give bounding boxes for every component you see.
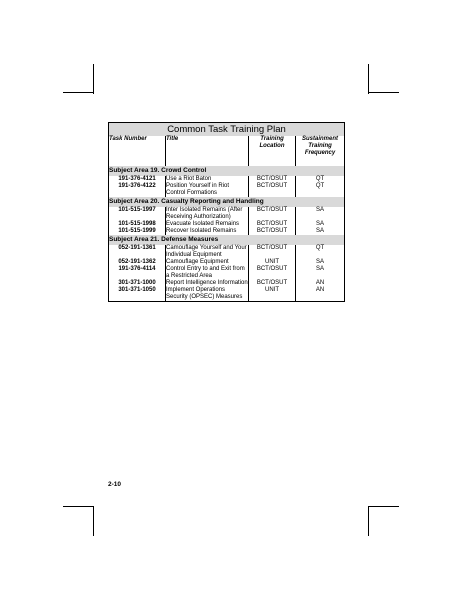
task-title-cell: Recover Isolated Remains <box>166 228 249 235</box>
page-number: 2-10 <box>108 481 122 488</box>
task-number-cell: 301-371-1000 <box>118 280 156 286</box>
task-number-cell: 052-191-1361 <box>118 245 156 251</box>
training-location-cell: BCT/OSUT <box>249 228 296 235</box>
sustainment-frequency-cell: QT <box>296 245 345 259</box>
task-number-cell: 191-376-4121 <box>118 176 156 182</box>
task-title-cell: Use a Riot Baton <box>166 176 249 183</box>
training-location-cell: UNIT <box>249 259 296 266</box>
task-title-cell: Evacuate Isolated Remains <box>166 221 249 228</box>
sustainment-frequency-cell: SA <box>296 266 345 280</box>
sustainment-frequency-cell: SA <box>296 259 345 266</box>
column-header-row <box>109 136 345 166</box>
task-number-cell: 191-376-4114 <box>118 266 156 272</box>
training-location-cell: UNIT <box>249 287 296 302</box>
task-number-cell: 101-515-1997 <box>118 207 156 213</box>
sustainment-frequency-cell: QT <box>296 176 345 183</box>
task-title-cell: Camouflage Yourself and Your Individual Equipment <box>166 245 247 258</box>
task-title-cell: Position Yourself in Riot Control Formations <box>166 183 249 197</box>
table-row <box>109 176 345 183</box>
training-location-cell: BCT/OSUT <box>249 245 296 259</box>
training-location-cell: BCT/OSUT <box>249 266 296 280</box>
sustainment-frequency-cell: SA <box>296 228 345 235</box>
table-row <box>109 228 345 235</box>
subject-area-row <box>109 197 345 207</box>
table-row <box>109 245 345 259</box>
crop-mark-bottom-right-horizontal <box>369 506 399 507</box>
training-plan-table <box>108 122 345 302</box>
task-title-cell: Report Intelligence Information <box>166 280 248 286</box>
subject-area-row <box>109 235 345 245</box>
training-location-cell: BCT/OSUT <box>249 207 296 221</box>
crop-mark-bottom-right-vertical <box>368 506 369 536</box>
table-row <box>109 221 345 228</box>
crop-mark-bottom-left-vertical <box>93 506 94 536</box>
table-row <box>109 183 345 197</box>
subject-area-heading: Subject Area 21. Defense Measures <box>109 235 345 245</box>
training-location-cell: BCT/OSUT <box>249 183 296 197</box>
task-title-cell: Inter Isolated Remains (After Receiving Authorization) <box>166 207 249 221</box>
subject-area-row <box>109 166 345 176</box>
sustainment-frequency-cell: SA <box>296 221 345 228</box>
sustainment-frequency-cell: AN <box>296 280 345 287</box>
table-body <box>109 166 345 302</box>
sustainment-frequency-cell: SA <box>296 207 345 221</box>
table-row <box>109 287 345 302</box>
task-number-cell: 101-515-1998 <box>118 221 156 227</box>
header-task-number: Task Number <box>109 136 147 142</box>
table-title: Common Task Training Plan <box>109 123 345 137</box>
table-row <box>109 266 345 280</box>
crop-mark-bottom-left-horizontal <box>63 506 93 507</box>
header-training-location: Training Location <box>249 136 296 166</box>
header-title: Title <box>166 136 249 166</box>
sustainment-frequency-cell: AN <box>296 287 345 302</box>
sustainment-frequency-cell: QT <box>296 183 345 197</box>
table-row <box>109 207 345 221</box>
crop-mark-top-right-vertical <box>368 64 369 94</box>
table-row <box>109 280 345 287</box>
task-title-cell: Implement Operations Security (OPSEC) Measures <box>166 287 249 302</box>
header-sustainment-frequency: Sustainment Training Frequency <box>296 136 345 166</box>
table-row <box>109 259 345 266</box>
task-title-cell: Control Entry to and Exit from a Restricted Area <box>166 266 249 280</box>
crop-mark-top-left-horizontal <box>63 92 93 93</box>
task-number-cell: 191-376-4122 <box>118 183 156 189</box>
task-number-cell: 052-191-1362 <box>118 259 156 265</box>
crop-mark-top-left-vertical <box>93 64 94 94</box>
crop-mark-top-right-horizontal <box>369 92 399 93</box>
task-number-cell: 101-515-1999 <box>118 228 156 234</box>
training-location-cell: BCT/OSUT <box>249 221 296 228</box>
subject-area-heading: Subject Area 20. Casualty Reporting and Handling <box>109 197 345 207</box>
table-title-row <box>109 123 345 137</box>
training-location-cell: BCT/OSUT <box>249 176 296 183</box>
task-title-cell: Camouflage Equipment <box>166 259 249 266</box>
task-number-cell: 301-371-1050 <box>118 287 156 293</box>
subject-area-heading: Subject Area 19. Crowd Control <box>109 166 345 176</box>
training-location-cell: BCT/OSUT <box>249 280 296 287</box>
